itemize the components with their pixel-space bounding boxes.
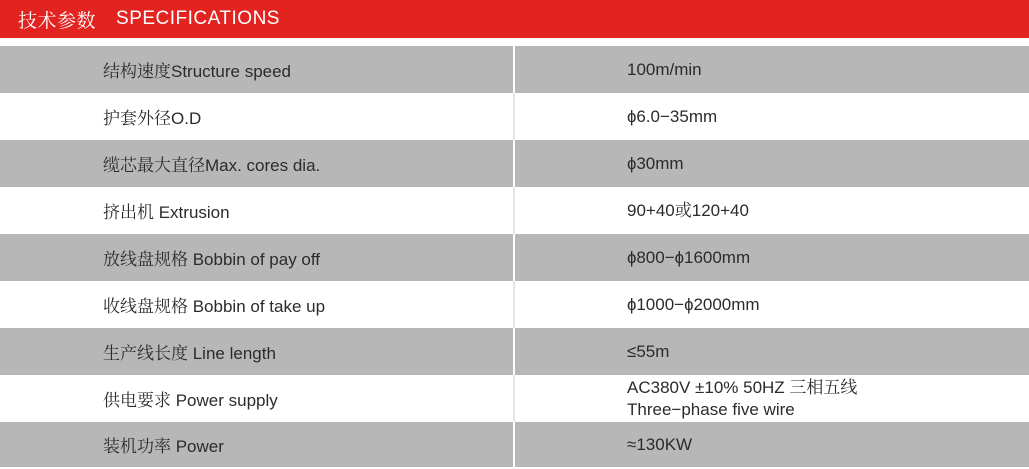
spec-row-power-supply (0, 375, 1029, 422)
spec-label: 收线盘规格 Bobbin of take up (103, 297, 326, 316)
spec-value-line1: AC380V ±10% 50HZ 三相五线 (627, 377, 858, 397)
spec-value: 100m/min (627, 59, 702, 79)
spec-value: ≈130KW (627, 434, 693, 454)
spec-label: 护套外径O.D (103, 109, 202, 128)
spec-row-extrusion (0, 187, 1029, 234)
spec-label: 结构速度Structure speed (103, 62, 292, 81)
spec-value: ≤55m (627, 341, 670, 361)
spec-row-outer-diameter (0, 93, 1029, 140)
specifications-header (0, 0, 1029, 38)
spec-value-multiline (515, 375, 1029, 422)
spec-label: 生产线长度 Line length (103, 344, 276, 363)
spec-value: ɸ800−ɸ1600mm (627, 247, 751, 267)
spec-row-take-up-bobbin (0, 281, 1029, 328)
spec-value: ɸ6.0−35mm (627, 106, 718, 126)
spec-label: 放线盘规格 Bobbin of pay off (103, 250, 321, 269)
spec-label: 装机功率 Power (103, 437, 224, 456)
spec-value-line2: Three−phase five wire (627, 399, 795, 419)
spec-row-structure-speed (0, 46, 1029, 93)
spec-label: 供电要求 Power supply (103, 391, 278, 410)
spec-row-line-length (0, 328, 1029, 375)
spec-value: ɸ1000−ɸ2000mm (627, 294, 760, 314)
spec-label: 挤出机 Extrusion (103, 203, 230, 222)
spec-value: ɸ30mm (627, 153, 684, 173)
spec-row-power (0, 422, 1029, 467)
spec-value: 90+40或120+40 (627, 200, 749, 220)
spec-row-pay-off-bobbin (0, 234, 1029, 281)
specifications-table (0, 46, 1029, 467)
header-title-zh: 技术参数 (18, 10, 97, 32)
spec-label: 缆芯最大直径Max. cores dia. (103, 156, 321, 175)
header-title-en: SPECIFICATIONS (116, 8, 280, 29)
spec-row-max-cores-dia (0, 140, 1029, 187)
